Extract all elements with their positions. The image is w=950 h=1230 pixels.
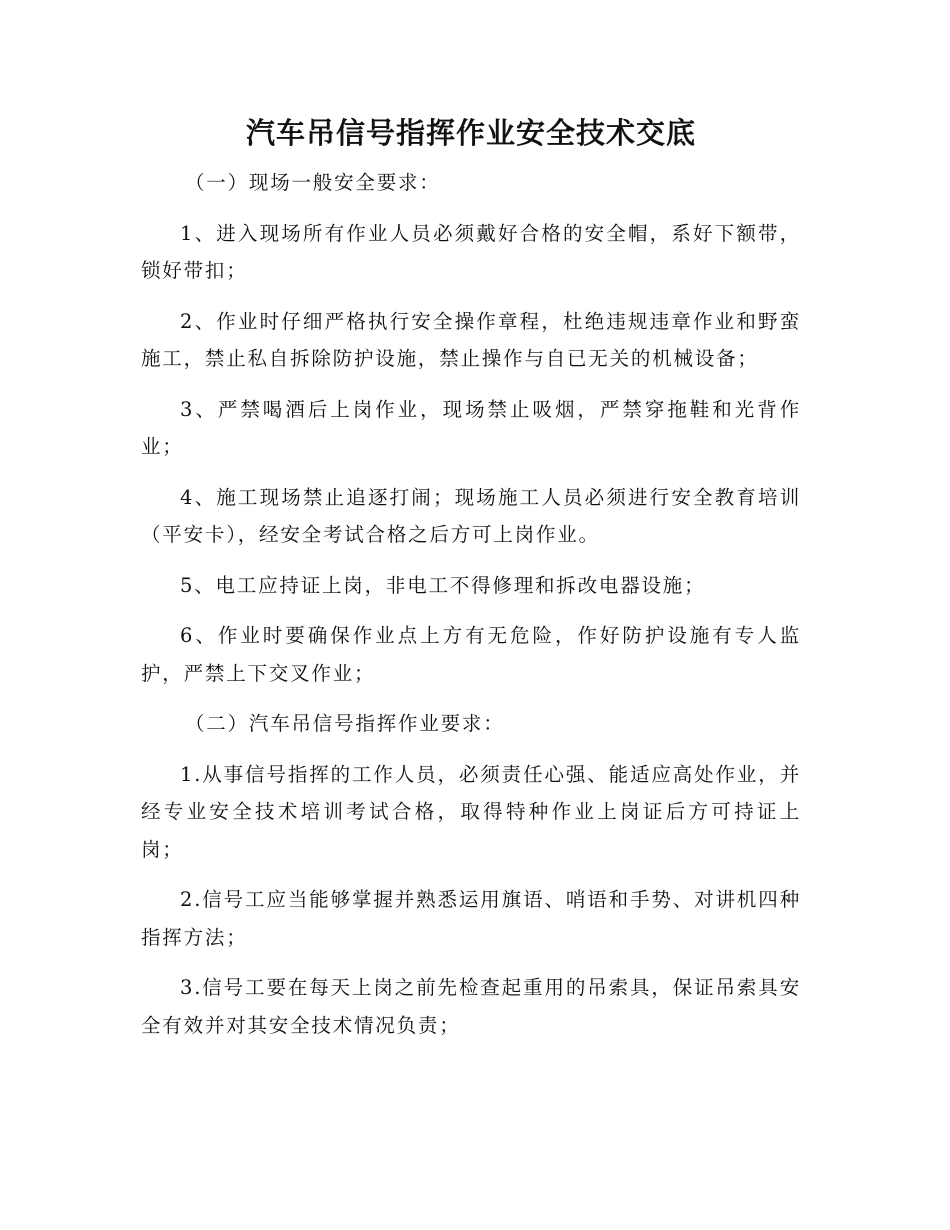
paragraph: 5、电工应持证上岗，非电工不得修理和拆改电器设施； [180,573,706,597]
section-2-heading: （二）汽车吊信号指挥作业要求： [185,712,505,735]
paragraph: 2、作业时仔细严格执行安全操作章程，杜绝违规违章作业和野蛮施工，禁止私自拆除防护设施，禁止操作与自已无关的机械设备； [141,309,801,370]
paragraph: 2.信号工应当能够掌握并熟悉运用旗语、哨语和手势、对讲机四种指挥方法； [141,888,801,949]
paragraph: 1.从事信号指挥的工作人员，必须责任心强、能适应高处作业，并经专业安全技术培训考试合格，取得特种作业上岗证后方可持证上岗； [141,762,801,861]
section-1-heading: （一）现场一般安全要求： [185,171,441,194]
paragraph: 3.信号工要在每天上岗之前先检查起重用的吊索具，保证吊索具安全有效并对其安全技术情况负责； [141,976,801,1037]
paragraph: 4、施工现场禁止追逐打闹；现场施工人员必须进行安全教育培训（平安卡），经安全考试合格之后方可上岗作业。 [141,485,801,546]
paragraph: 6、作业时要确保作业点上方有无危险，作好防护设施有专人监护，严禁上下交叉作业； [141,624,801,685]
paragraph: 3、严禁喝酒后上岗作业，现场禁止吸烟，严禁穿拖鞋和光背作业； [141,397,801,458]
document-title: 汽车吊信号指挥作业安全技术交底 [245,116,696,150]
paragraph: 1、进入现场所有作业人员必须戴好合格的安全帽，系好下额带，锁好带扣； [141,221,801,282]
document-body [141,110,801,1044]
